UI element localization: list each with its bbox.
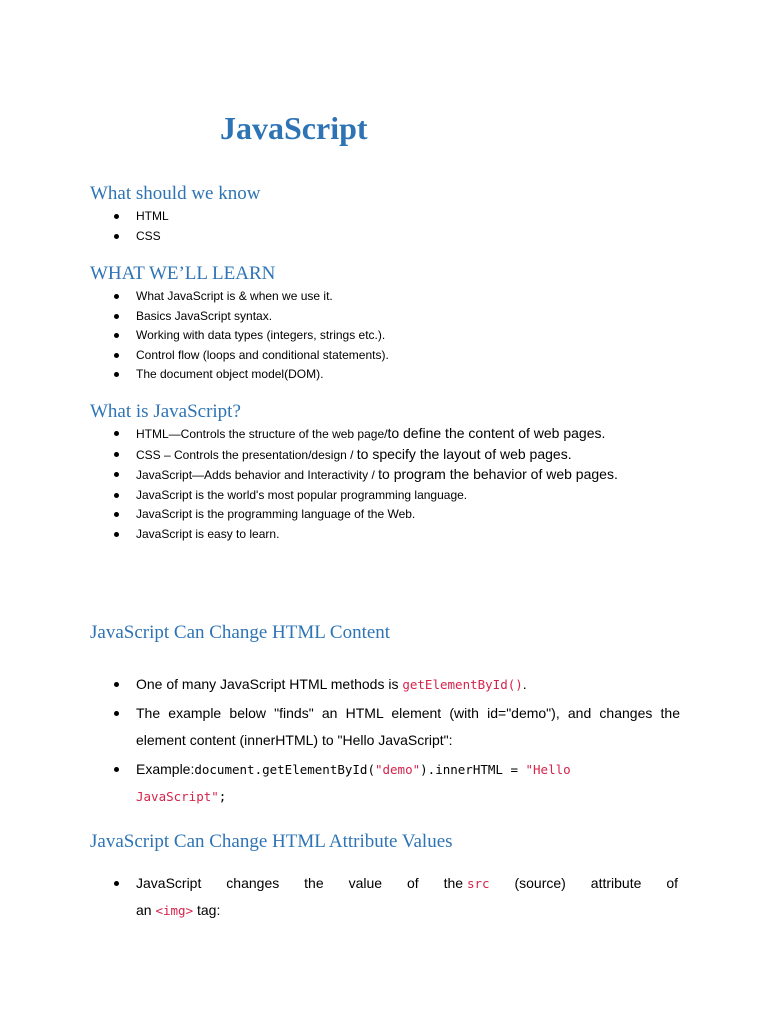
code-attr-src: src [466, 876, 490, 891]
word: changes [226, 875, 280, 891]
word: the [443, 875, 464, 891]
code-string: JavaScript" [136, 789, 219, 804]
heading-what-is-javascript: What is JavaScript? [90, 401, 241, 422]
code-string: "Hello [525, 762, 571, 777]
list-item: Working with data types (integers, strings etc.). [90, 326, 680, 346]
list-item: The example below "finds" an HTML element (with id="demo"), and changes the element content (innerHTML) to "Hello JavaScript": [90, 700, 680, 754]
list-item [90, 465, 680, 486]
list-item: What JavaScript is & when we use it. [90, 287, 680, 307]
word: attribute [590, 875, 642, 891]
word: the [304, 875, 324, 891]
list-item [90, 756, 680, 810]
list-change-html-content [90, 671, 680, 810]
list-item [90, 870, 680, 924]
list-item: The document object model(DOM). [90, 365, 680, 385]
item-text: CSS – Controls the presentation/design / [136, 447, 357, 462]
list-item [90, 671, 680, 698]
word: of [666, 875, 678, 891]
list-prerequisites [90, 207, 680, 246]
word: an [136, 902, 156, 918]
list-item: CSS [90, 227, 680, 247]
line [136, 897, 680, 924]
code-snippet: ).innerHTML = [420, 762, 526, 777]
page-title: JavaScript [220, 110, 368, 146]
list-item [90, 424, 680, 445]
code-method: getElementById() [402, 677, 523, 692]
code-string: "demo" [374, 762, 421, 777]
code-snippet: ; [218, 789, 227, 804]
code-img-tag: <img> [155, 903, 194, 918]
list-item [90, 445, 680, 466]
heading-what-should-we-know: What should we know [90, 183, 261, 204]
list-item: JavaScript is the world's most popular programming language. [90, 486, 680, 506]
item-text: JavaScript—Adds behavior and Interactivity / [136, 468, 379, 482]
item-text: One of many JavaScript HTML methods is [136, 676, 403, 692]
justified-line [136, 870, 678, 897]
list-learning-goals [90, 287, 680, 385]
word: tag: [193, 902, 221, 918]
heading-change-html-content: JavaScript Can Change HTML Content [90, 622, 391, 643]
list-item: Basics JavaScript syntax. [90, 307, 680, 327]
code-snippet: document.getElementById( [194, 762, 375, 777]
item-text-large: to define the content of web pages. [387, 425, 606, 441]
item-text: . [522, 676, 527, 692]
list-change-attribute-values [90, 870, 680, 924]
item-text-large: to specify the layout of web pages. [356, 445, 572, 462]
item-text-large: to program the behavior of web pages. [378, 466, 618, 482]
item-text: HTML—Controls the structure of the web page/ [136, 427, 388, 441]
list-item: JavaScript is easy to learn. [90, 525, 680, 545]
heading-change-attribute-values: JavaScript Can Change HTML Attribute Values [90, 831, 453, 852]
word: (source) [514, 875, 566, 891]
word: value [348, 875, 383, 891]
word: of [406, 875, 419, 891]
heading-what-well-learn: WHAT WE’LL LEARN [90, 263, 276, 284]
word: JavaScript [136, 875, 202, 891]
list-what-is-javascript [90, 424, 680, 544]
list-item: JavaScript is the programming language of the Web. [90, 505, 680, 525]
list-item: Control flow (loops and conditional statements). [90, 346, 680, 366]
example-label: Example: [136, 761, 195, 777]
word-with-code [444, 870, 490, 897]
list-item: HTML [90, 207, 680, 227]
